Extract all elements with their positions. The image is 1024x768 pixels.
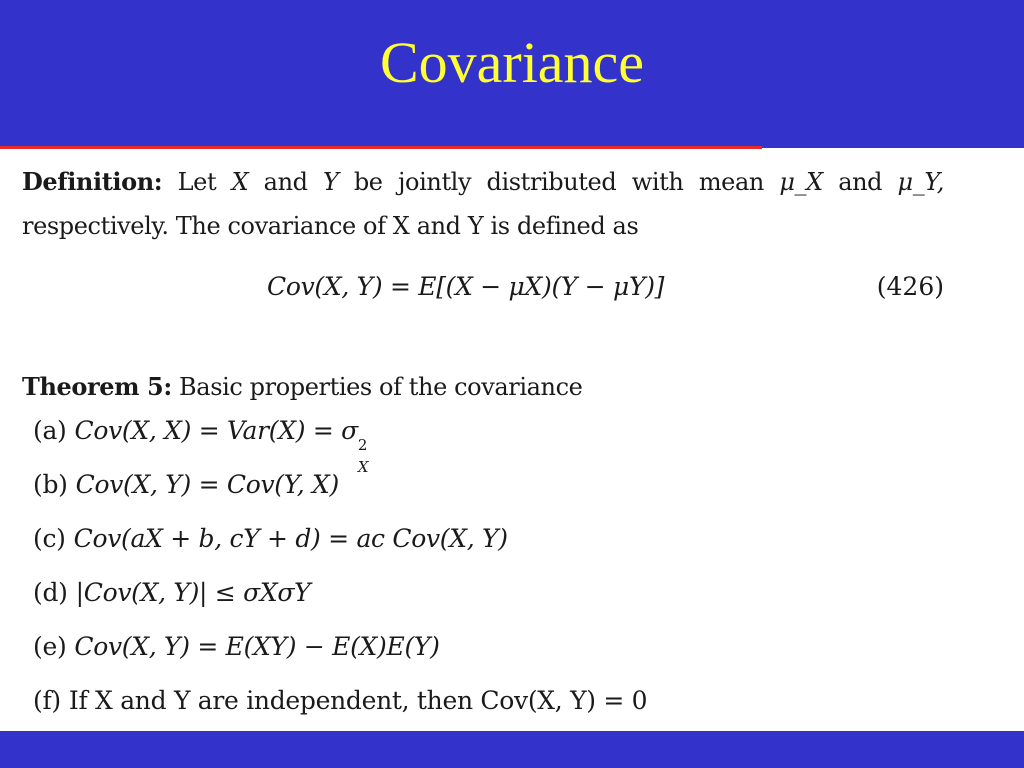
property-d: [33, 573, 310, 613]
word: distributed: [486, 168, 617, 196]
property-expr: |Cov(X, Y)| ≤ σXσY: [75, 578, 311, 607]
math-var: X: [231, 168, 249, 196]
property-expr: Cov(X, Y) = E(XY) − E(X)E(Y): [74, 632, 440, 661]
definition-line-1: [22, 160, 944, 204]
definition-label: Definition:: [22, 167, 163, 196]
property-expr: If X and Y are independent, then Cov(X, Y) = 0: [68, 686, 648, 715]
property-b: [33, 465, 339, 505]
theorem-heading: [22, 365, 944, 409]
property-expr: Cov(aX + b, cY + d) = ac Cov(X, Y): [73, 524, 508, 553]
word: jointly: [398, 168, 472, 196]
property-c: [33, 519, 508, 559]
property-sub: X: [357, 458, 369, 476]
math-var: Y: [323, 168, 339, 196]
header-divider: [0, 146, 762, 149]
property-sup: 2: [357, 436, 368, 454]
word: and: [838, 168, 883, 196]
word: Let: [177, 168, 217, 196]
theorem-label: Theorem 5:: [22, 372, 172, 401]
property-expr: Cov(X, X) = Var(X) = σ: [74, 416, 358, 445]
theorem-text: Basic properties of the covariance: [179, 373, 583, 401]
covariance-equation: Cov(X, Y) = E[(X − μX)(Y − μY)]: [267, 272, 665, 301]
slide-header: [0, 0, 1024, 148]
word: and: [263, 168, 308, 196]
property-label: (e): [33, 632, 67, 661]
property-f: [33, 681, 647, 721]
property-label: (b): [33, 470, 68, 499]
math-var: μ_Y,: [897, 168, 944, 196]
equation-number: (426): [876, 272, 944, 301]
definition-line-2: respectively. The covariance of X and Y is defined as: [22, 212, 639, 240]
math-var: μ_X: [779, 168, 823, 196]
property-label: (f): [33, 686, 61, 715]
property-e: [33, 627, 440, 667]
property-expr: Cov(X, Y) = Cov(Y, X): [75, 470, 339, 499]
word: mean: [698, 168, 764, 196]
slide-footer: [0, 731, 1024, 768]
property-a: [33, 411, 374, 476]
word: be: [353, 168, 383, 196]
property-label: (a): [33, 416, 67, 445]
property-label: (d): [33, 578, 68, 607]
word: with: [631, 168, 684, 196]
property-label: (c): [33, 524, 66, 553]
slide-title: Covariance: [379, 30, 645, 95]
